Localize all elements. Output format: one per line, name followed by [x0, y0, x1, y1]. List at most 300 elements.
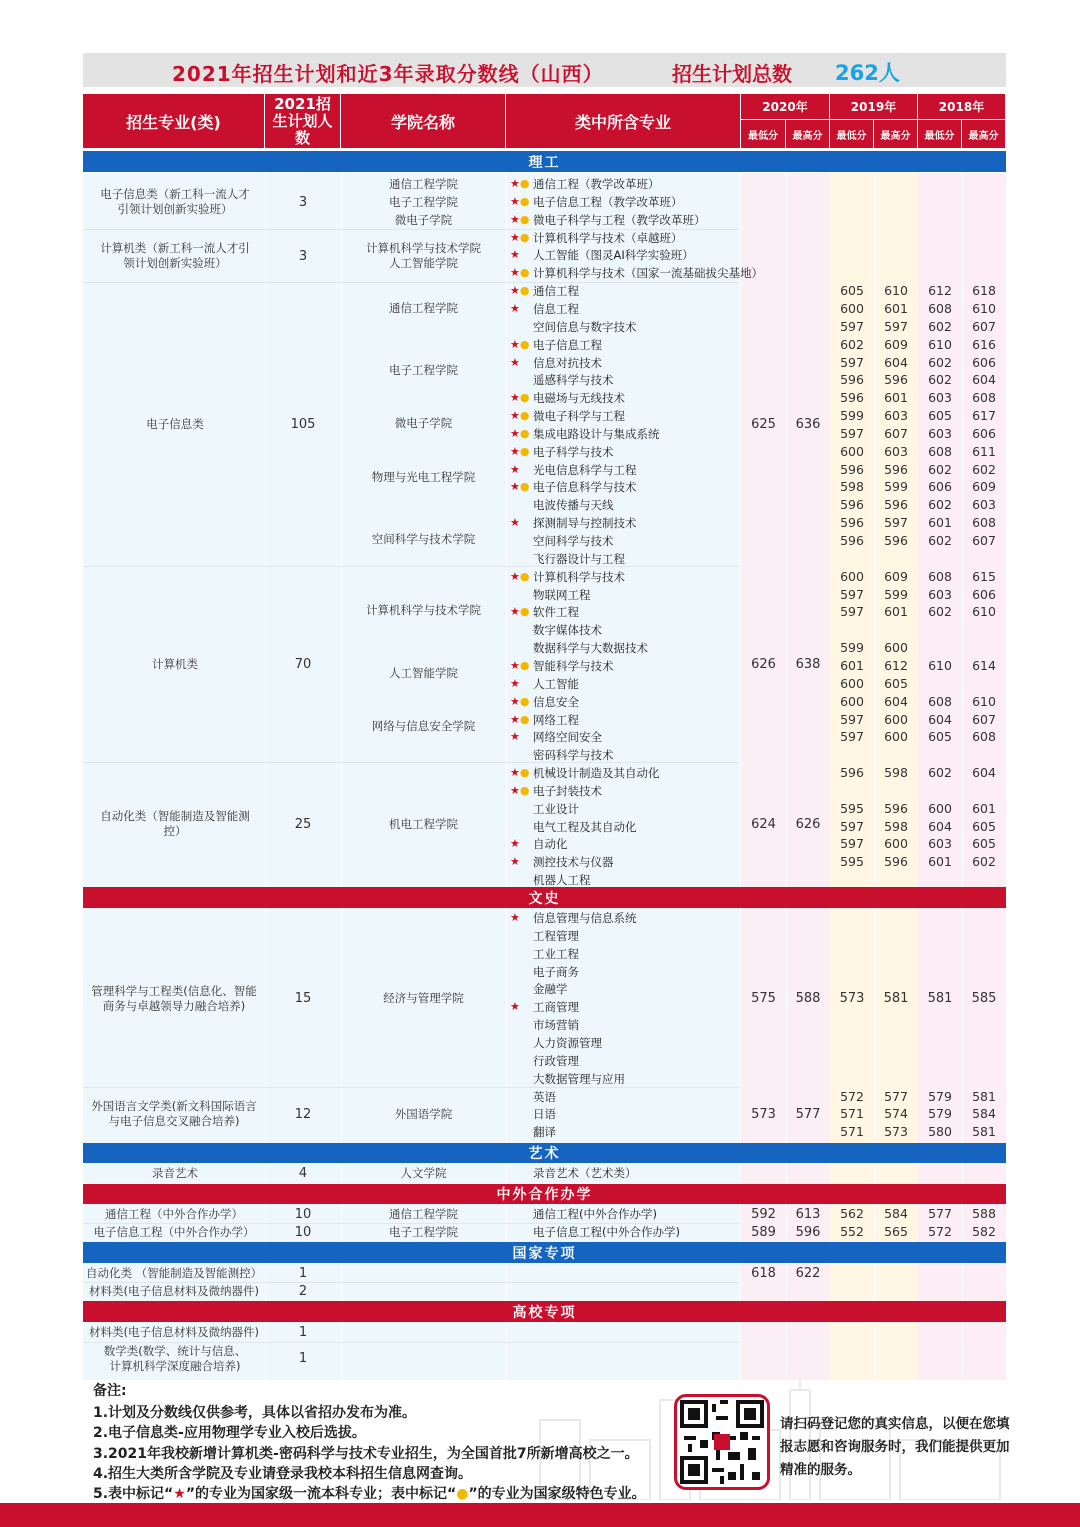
note-5: [93, 1483, 646, 1503]
header-year-2020: 2020年: [741, 94, 830, 120]
sub-major-name: 数据科学与大数据技术: [533, 641, 648, 656]
sub-major-name: 工程管理: [533, 928, 579, 943]
score: 596: [884, 854, 908, 870]
sub-major-name: 市场营销: [533, 1018, 579, 1033]
note-5-text-a: 5.表中标记“: [93, 1486, 174, 1502]
star-icon: ★: [510, 480, 520, 494]
group-name: 电子信息工程（中外合作办学）: [93, 1225, 255, 1239]
group-name: 管理科学与工程类(信息化、智能商务与卓越领导力融合培养): [91, 984, 257, 1013]
major-marks: [510, 764, 532, 782]
score: 573: [884, 1124, 908, 1140]
score: 572: [928, 1224, 952, 1239]
notes-title: 备注:: [93, 1383, 127, 1399]
score: 610: [884, 283, 908, 299]
score-2018-min: 581: [927, 990, 953, 1006]
major-marks: [510, 909, 532, 927]
score: 600: [840, 300, 864, 316]
group-plan: 4: [298, 1166, 308, 1181]
score: 614: [972, 657, 996, 673]
score-2020-min: 575: [751, 990, 776, 1006]
major-marks: [510, 336, 532, 354]
star-icon: ★: [510, 569, 520, 583]
major-marks: [510, 175, 532, 193]
score: 605: [928, 408, 952, 424]
score: 610: [928, 657, 952, 673]
dot-icon: ●: [519, 212, 530, 226]
sub-major-name: 电气工程及其自动化: [533, 819, 637, 834]
college-name: 电子工程学院: [389, 1225, 458, 1239]
group-separator: [83, 1087, 740, 1088]
sub-major-name: 大数据管理与应用: [533, 1071, 625, 1086]
score: 608: [928, 693, 952, 709]
score: 597: [840, 354, 864, 370]
score: 603: [928, 586, 952, 602]
star-icon: ★: [510, 248, 520, 262]
section-wenshi: 文史: [83, 887, 1006, 908]
score: 602: [928, 604, 952, 620]
score-2020-min: 573: [751, 1106, 776, 1122]
star-icon: ★: [510, 301, 520, 315]
sub-major-name: 电子信息科学与技术: [533, 480, 637, 495]
star-icon: ★: [510, 676, 520, 690]
section-yishu: 艺术: [83, 1143, 1006, 1163]
sub-major-name: 信息管理与信息系统: [533, 911, 637, 925]
sub-major-name: 密码科学与技术: [533, 748, 614, 763]
score: 604: [884, 693, 908, 709]
star-icon: ★: [510, 266, 520, 280]
score-2020-min: 592: [751, 1207, 776, 1222]
sub-major-name: 自动化: [533, 837, 568, 852]
sub-major-name: 机械设计制造及其自动化: [533, 766, 660, 781]
star-icon: ★: [510, 177, 520, 190]
star-icon: ★: [510, 837, 520, 851]
sub-major-name: 测控技术与仪器: [533, 855, 614, 870]
score: 571: [840, 1124, 864, 1140]
score: 596: [884, 497, 908, 513]
group-plan: 3: [298, 248, 308, 264]
group-plan: 2: [298, 1283, 308, 1299]
score: 571: [840, 1106, 864, 1122]
star-icon: ★: [510, 605, 520, 619]
sub-major-name: 工业工程: [533, 946, 579, 961]
star-icon: ★: [510, 284, 520, 298]
note-5-text-b: ”的专业为国家级一流本科专业；表中标记“: [185, 1486, 457, 1502]
score: 598: [840, 479, 864, 495]
sub-major-name: 电子科学与技术: [533, 444, 614, 459]
score: 601: [884, 390, 908, 406]
score: 608: [972, 729, 996, 745]
score: 604: [928, 711, 952, 727]
group-separator: [83, 566, 740, 567]
sub-major-name: 数字媒体技术: [533, 623, 602, 638]
sub-major-name: 信息工程: [533, 301, 579, 316]
sub-major-name: 通信工程（教学改革班）: [533, 177, 660, 191]
group-name: 录音艺术: [152, 1166, 198, 1180]
header-min-2020: 最低分: [741, 120, 786, 148]
major-marks: [510, 675, 532, 693]
sub-major-name: 计算机科学与技术: [533, 569, 625, 584]
score: 604: [972, 372, 996, 388]
major-marks: [510, 211, 532, 229]
college-name: 网络与信息安全学院: [371, 718, 476, 733]
star-icon: ★: [510, 426, 520, 440]
score: 606: [972, 354, 996, 370]
major-marks: [510, 603, 532, 621]
dot-icon: ●: [519, 783, 530, 797]
score: 603: [928, 836, 952, 852]
score: 609: [972, 479, 996, 495]
sub-major-name: 计算机科学与技术（卓越班）: [533, 230, 683, 245]
score-2020-min: 589: [751, 1225, 776, 1240]
college-name: 经济与管理学院: [383, 990, 464, 1005]
major-marks: [510, 264, 532, 282]
college-name: 计算机科学与技术学院 人工智能学院: [366, 241, 481, 270]
college-name: 通信工程学院: [389, 1207, 458, 1221]
score: 596: [840, 497, 864, 513]
sub-major-name: 空间科学与技术: [533, 534, 614, 548]
sub-major-name: 空间信息与数字技术: [533, 319, 637, 334]
header-max-2018: 最高分: [962, 120, 1006, 148]
score: 602: [972, 461, 996, 477]
major-marks: [510, 782, 532, 800]
group-name: 数学类(数学、统计与信息、计算机科学深度融合培养): [103, 1344, 247, 1373]
score-2020-min: 624: [751, 816, 776, 832]
qr-instruction: 请扫码登记您的真实信息，以便在您填报志愿和咨询服务时，我们能提供更加精准的服务。: [780, 1416, 1010, 1478]
score: 607: [972, 533, 996, 548]
college-name: 机电工程学院: [389, 816, 458, 831]
section-gaoxiao: 高校专项: [83, 1301, 1006, 1322]
score: 574: [884, 1106, 908, 1122]
major-marks: [510, 998, 532, 1016]
group-name: 计算机类: [152, 656, 198, 671]
sub-major-name: 电子信息工程（教学改革班）: [533, 194, 683, 209]
sub-major-name: 网络空间安全: [533, 730, 602, 745]
score: 611: [972, 443, 996, 459]
star-icon: ★: [510, 712, 520, 726]
group-name: 材料类(电子信息材料及微纳器件): [89, 1324, 259, 1339]
star-icon: ★: [510, 230, 520, 244]
sub-major-name: 电波传播与天线: [533, 498, 614, 513]
major-marks: [510, 461, 532, 479]
score: 597: [840, 586, 864, 602]
score: 610: [972, 693, 996, 709]
star-icon: ★: [510, 409, 520, 423]
sub-major-name: 人工智能: [533, 676, 579, 691]
score-2020-max: 636: [795, 416, 821, 432]
group-plan: 10: [294, 1225, 312, 1240]
score-2020-min: 626: [751, 656, 776, 672]
dot-icon: ●: [519, 569, 530, 583]
score: 597: [840, 604, 864, 620]
score: 605: [840, 283, 864, 299]
score: 596: [840, 533, 864, 548]
note-3: 3.2021年我校新增计算机类-密码科学与技术专业招生，为全国首批7所新增高校之一。: [93, 1446, 639, 1462]
score-2020-max: 622: [795, 1265, 821, 1281]
sub-major-name: 电子信息工程(中外合作办学): [533, 1225, 680, 1239]
major-marks: [510, 568, 532, 586]
score: 607: [884, 425, 908, 441]
star-icon: ★: [510, 1000, 520, 1014]
score: 600: [884, 836, 908, 852]
plan-total-value: 262人: [835, 61, 900, 85]
dot-icon: ●: [519, 444, 530, 458]
score: 597: [884, 515, 908, 531]
sub-major-name: 电子信息工程: [533, 337, 602, 352]
major-marks: [510, 282, 532, 300]
score: 609: [884, 336, 908, 352]
score: 596: [840, 765, 864, 781]
dot-icon: ●: [519, 337, 530, 351]
score: 605: [972, 818, 996, 834]
sub-major-name: 通信工程(中外合作办学): [533, 1207, 657, 1221]
score: 603: [884, 408, 908, 424]
qr-code-icon: [680, 1400, 764, 1484]
score: 565: [884, 1224, 908, 1239]
note-1: 1.计划及分数线仅供参考，具体以省招办发布为准。: [93, 1405, 417, 1421]
major-marks: [510, 389, 532, 407]
sub-major-name: 录音艺术（艺术类）: [533, 1166, 637, 1180]
major-marks: [510, 407, 532, 425]
score: 602: [928, 318, 952, 334]
major-marks: [510, 300, 532, 318]
star-icon: ★: [510, 355, 520, 369]
score: 600: [840, 443, 864, 459]
score: 599: [840, 640, 864, 656]
star-icon: ★: [510, 911, 520, 924]
sub-major-name: 翻译: [533, 1125, 556, 1140]
sub-major-name: 行政管理: [533, 1053, 579, 1068]
score: 603: [928, 390, 952, 406]
major-marks: [510, 711, 532, 729]
dot-icon: ●: [519, 409, 530, 423]
score: 607: [972, 318, 996, 334]
section-guojia: 国家专项: [83, 1242, 1006, 1263]
score: 584: [884, 1206, 908, 1221]
header-college: 学院名称: [341, 94, 506, 148]
score: 600: [884, 640, 908, 656]
score: 616: [972, 336, 996, 352]
score: 597: [840, 729, 864, 745]
score: 580: [928, 1124, 952, 1140]
score: 577: [884, 1088, 908, 1104]
score-2020-max: 577: [795, 1106, 821, 1122]
score: 608: [972, 390, 996, 406]
score: 602: [928, 765, 952, 781]
score: 579: [928, 1106, 952, 1122]
score: 597: [840, 318, 864, 334]
score: 610: [928, 336, 952, 352]
score: 597: [884, 318, 908, 334]
major-marks: [510, 443, 532, 461]
score: 612: [884, 657, 908, 673]
score: 608: [928, 568, 952, 584]
score-2020-min: 625: [751, 416, 776, 432]
sub-major-name: 工商管理: [533, 1000, 579, 1015]
score: 603: [928, 425, 952, 441]
star-icon: ★: [510, 516, 520, 530]
sub-major-name: 网络工程: [533, 712, 579, 727]
score: 595: [840, 854, 864, 870]
dot-icon: ●: [519, 694, 530, 708]
score: 600: [884, 711, 908, 727]
score-2020-max: 626: [795, 816, 821, 832]
star-icon: ★: [510, 337, 520, 351]
header-min-2018: 最低分: [918, 120, 962, 148]
score: 572: [840, 1088, 864, 1104]
major-marks: [510, 193, 532, 211]
group-name: 材料类(电子信息材料及微纳器件): [89, 1283, 259, 1298]
score: 604: [972, 765, 996, 781]
dot-icon: ●: [519, 658, 530, 672]
dot-icon: ●: [519, 766, 530, 780]
score: 600: [840, 568, 864, 584]
group-name: 计算机类（新工科一流人才引领计划创新实验班）: [100, 241, 250, 270]
college-name: 人文学院: [400, 1166, 447, 1180]
sub-major-name: 信息安全: [533, 694, 579, 709]
score: 604: [884, 354, 908, 370]
star-icon: ★: [173, 1486, 186, 1502]
score: 601: [928, 854, 952, 870]
sub-major-name: 计算机科学与技术（国家一流基础拔尖基地）: [533, 266, 763, 281]
score-2019-min: 573: [839, 990, 865, 1006]
score: 562: [840, 1206, 864, 1221]
note-5-text-c: ”的专业为国家级特色专业。: [468, 1486, 646, 1502]
star-icon: ★: [510, 694, 520, 708]
score: 602: [928, 497, 952, 513]
score: 601: [972, 800, 996, 816]
sub-major-name: 英语: [533, 1089, 556, 1104]
sub-major-name: 信息对抗技术: [533, 355, 602, 370]
header-max-2019: 最高分: [874, 120, 918, 148]
score: 602: [928, 372, 952, 388]
sub-major-name: 工业设计: [533, 801, 579, 816]
dot-icon: ●: [519, 426, 530, 440]
header-plan: 2021招生计划人数: [265, 94, 341, 148]
score-2020-max: 613: [795, 1207, 821, 1222]
score: 588: [972, 1206, 996, 1221]
score: 597: [840, 711, 864, 727]
dot-icon: ●: [519, 266, 530, 280]
score: 596: [840, 372, 864, 388]
qr-code[interactable]: [674, 1394, 770, 1490]
college-name: 外国语学院: [394, 1106, 453, 1121]
college-name: 通信工程学院 电子工程学院 微电子学院: [389, 177, 458, 227]
header-year-2019: 2019年: [830, 94, 918, 120]
college-name: 空间科学与技术学院: [371, 531, 476, 546]
sub-major-name: 金融学: [533, 982, 568, 997]
note-4: 4.招生大类所含学院及专业请登录我校本科招生信息网查询。: [93, 1466, 473, 1482]
score-2020-min: 618: [751, 1265, 776, 1281]
header-year-2018: 2018年: [918, 94, 1006, 120]
sub-major-name: 机器人工程: [533, 873, 591, 888]
section-ligong: 理工: [83, 151, 1006, 172]
major-marks: [510, 514, 532, 532]
dot-icon: ●: [519, 391, 530, 405]
score: 599: [884, 586, 908, 602]
score: 597: [840, 836, 864, 852]
star-icon: ★: [510, 212, 520, 226]
score: 584: [972, 1106, 996, 1122]
star-icon: ★: [510, 462, 520, 476]
star-icon: ★: [510, 855, 520, 869]
group-plan: 70: [294, 656, 312, 672]
star-icon: ★: [510, 194, 520, 208]
score: 612: [928, 283, 952, 299]
score: 601: [840, 657, 864, 673]
score-2018-max: 585: [971, 990, 997, 1006]
sub-major-name: 物联网工程: [533, 587, 591, 602]
score-2019-max: 581: [883, 990, 909, 1006]
score: 579: [928, 1088, 952, 1104]
score: 598: [884, 818, 908, 834]
dot-icon: ●: [519, 177, 530, 190]
score: 597: [840, 818, 864, 834]
score: 606: [972, 425, 996, 441]
group-plan: 105: [290, 416, 316, 432]
score: 602: [972, 854, 996, 870]
score: 602: [928, 533, 952, 548]
score: 596: [840, 390, 864, 406]
sub-major-name: 集成电路设计与集成系统: [533, 426, 660, 441]
score: 601: [884, 300, 908, 316]
sub-major-name: 探测制导与控制技术: [533, 516, 637, 531]
star-icon: ★: [510, 766, 520, 780]
group-plan: 1: [298, 1324, 308, 1340]
star-icon: ★: [510, 444, 520, 458]
note-2: 2.电子信息类-应用物理学专业入校后选拔。: [93, 1425, 366, 1441]
college-name: 计算机科学与技术学院: [366, 602, 481, 617]
score: 596: [840, 461, 864, 477]
score-2020-max: 588: [795, 990, 821, 1006]
sub-major-name: 微电子科学与工程（教学改革班）: [533, 212, 706, 227]
score: 615: [972, 568, 996, 584]
score: 600: [928, 800, 952, 816]
score: 605: [972, 836, 996, 852]
score: 604: [928, 818, 952, 834]
dot-icon: ●: [519, 605, 530, 619]
college-name: 人工智能学院: [389, 665, 458, 680]
score: 596: [884, 461, 908, 477]
star-icon: ★: [510, 730, 520, 744]
score-2020-max: 638: [795, 656, 821, 672]
score: 602: [928, 354, 952, 370]
score: 552: [840, 1224, 864, 1239]
group-plan: 25: [294, 816, 312, 832]
score: 595: [840, 800, 864, 816]
star-icon: ★: [510, 783, 520, 797]
group-name: 通信工程（中外合作办学）: [105, 1207, 243, 1221]
major-marks: [510, 246, 532, 264]
score: 581: [972, 1088, 996, 1104]
score: 581: [972, 1124, 996, 1140]
score: 610: [972, 604, 996, 620]
score: 603: [884, 443, 908, 459]
group-name: 自动化类（智能制造及智能测控）: [100, 809, 250, 838]
score: 598: [884, 765, 908, 781]
college-name: 电子工程学院: [389, 362, 458, 377]
group-plan: 1: [298, 1265, 308, 1281]
score: 607: [972, 711, 996, 727]
major-marks: [510, 853, 532, 871]
score: 600: [840, 693, 864, 709]
dot-icon: ●: [519, 194, 530, 208]
sub-major-name: 通信工程: [533, 284, 579, 299]
college-name: 通信工程学院: [389, 300, 458, 315]
dot-icon: ●: [519, 284, 530, 298]
college-name: 微电子学院: [394, 415, 453, 430]
group-name: 外国语言文学类(新文科国际语言与电子信息交叉融合培养): [91, 1099, 257, 1128]
dot-icon: ●: [519, 480, 530, 494]
